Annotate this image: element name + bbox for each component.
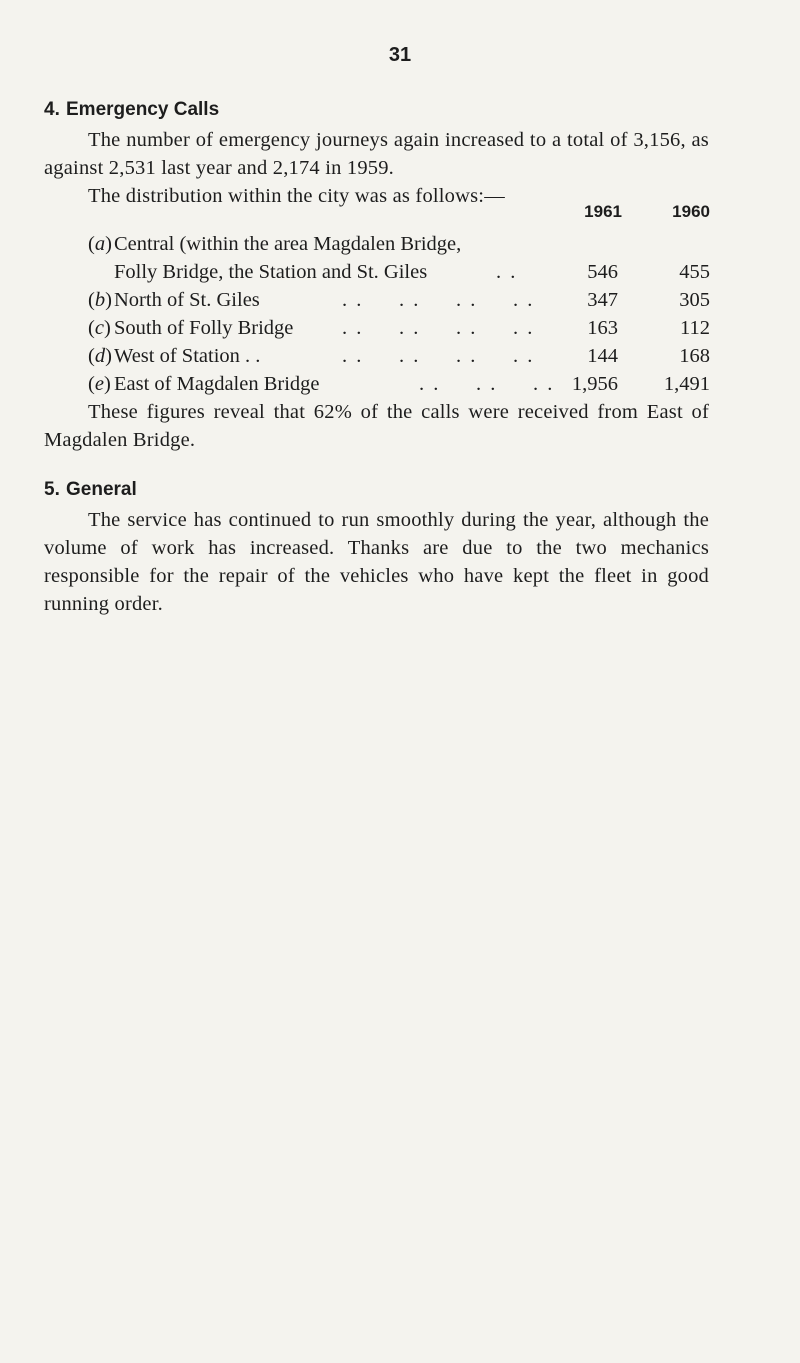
row-label-continued: Folly Bridge, the Station and St. Giles (114, 261, 428, 283)
column-header-1961: 1961 (584, 202, 622, 221)
row-label: Central (within the area Magdalen Bridge, (114, 233, 462, 255)
leader-dots: . . (496, 261, 518, 283)
section-4-paragraph-1: The number of emergency journeys again increased to a total of 3,156, as against 2,531 last year and 2,174 in 1959. (44, 129, 709, 179)
value-1961: 1,956 (571, 373, 618, 395)
row-letter: (d) (88, 345, 112, 367)
row-label: South of Folly Bridge (114, 317, 294, 339)
row-letter: (e) (88, 373, 111, 395)
row-letter: (b) (88, 289, 112, 311)
table-row (88, 314, 710, 342)
page-number: 31 (388, 44, 412, 66)
section-5-body (44, 506, 709, 618)
leader-dots: . . . . . . (419, 373, 555, 395)
value-1961: 347 (587, 289, 618, 311)
column-header-1960: 1960 (672, 202, 710, 221)
table-row (88, 230, 710, 286)
section-4-title: Emergency Calls (66, 99, 220, 120)
summary-paragraph: These figures reveal that 62% of the calls were received from East of Magdalen Bridge. (44, 401, 709, 451)
table-row (88, 286, 710, 314)
section-5-number: 5. (44, 479, 60, 500)
leader-dots: . . . . . . . . (342, 289, 535, 311)
leader-dots: . . . . . . . . (342, 317, 535, 339)
row-label: East of Magdalen Bridge (114, 373, 320, 395)
row-label: West of Station . . (114, 345, 261, 367)
row-letter: (c) (88, 317, 111, 339)
section-4-number: 4. (44, 99, 60, 120)
value-1961: 144 (587, 345, 618, 367)
section-5-title: General (66, 479, 137, 500)
value-1961: 546 (587, 261, 618, 283)
section-4-paragraph-2: The distribution within the city was as follows:— (88, 185, 505, 207)
value-1961: 163 (587, 317, 618, 339)
row-label: North of St. Giles (114, 289, 260, 311)
table-row (88, 370, 710, 398)
value-1960: 168 (679, 345, 710, 367)
section-4-heading (44, 98, 219, 122)
value-1960: 305 (679, 289, 710, 311)
summary-paragraph-block (44, 398, 709, 454)
value-1960: 455 (679, 261, 710, 283)
section-4-intro (44, 126, 709, 210)
section-5-heading (44, 478, 137, 502)
value-1960: 1,491 (663, 373, 710, 395)
section-5-paragraph: The service has continued to run smoothly during the year, although the volume of work has increased. Thanks are due to the two mechanics responsible for the repair of the vehicles who have kept the fleet in good running order. (44, 509, 709, 615)
value-1960: 112 (680, 317, 710, 339)
leader-dots: . . . . . . . . (342, 345, 535, 367)
table-row (88, 342, 710, 370)
row-letter: (a) (88, 233, 112, 255)
